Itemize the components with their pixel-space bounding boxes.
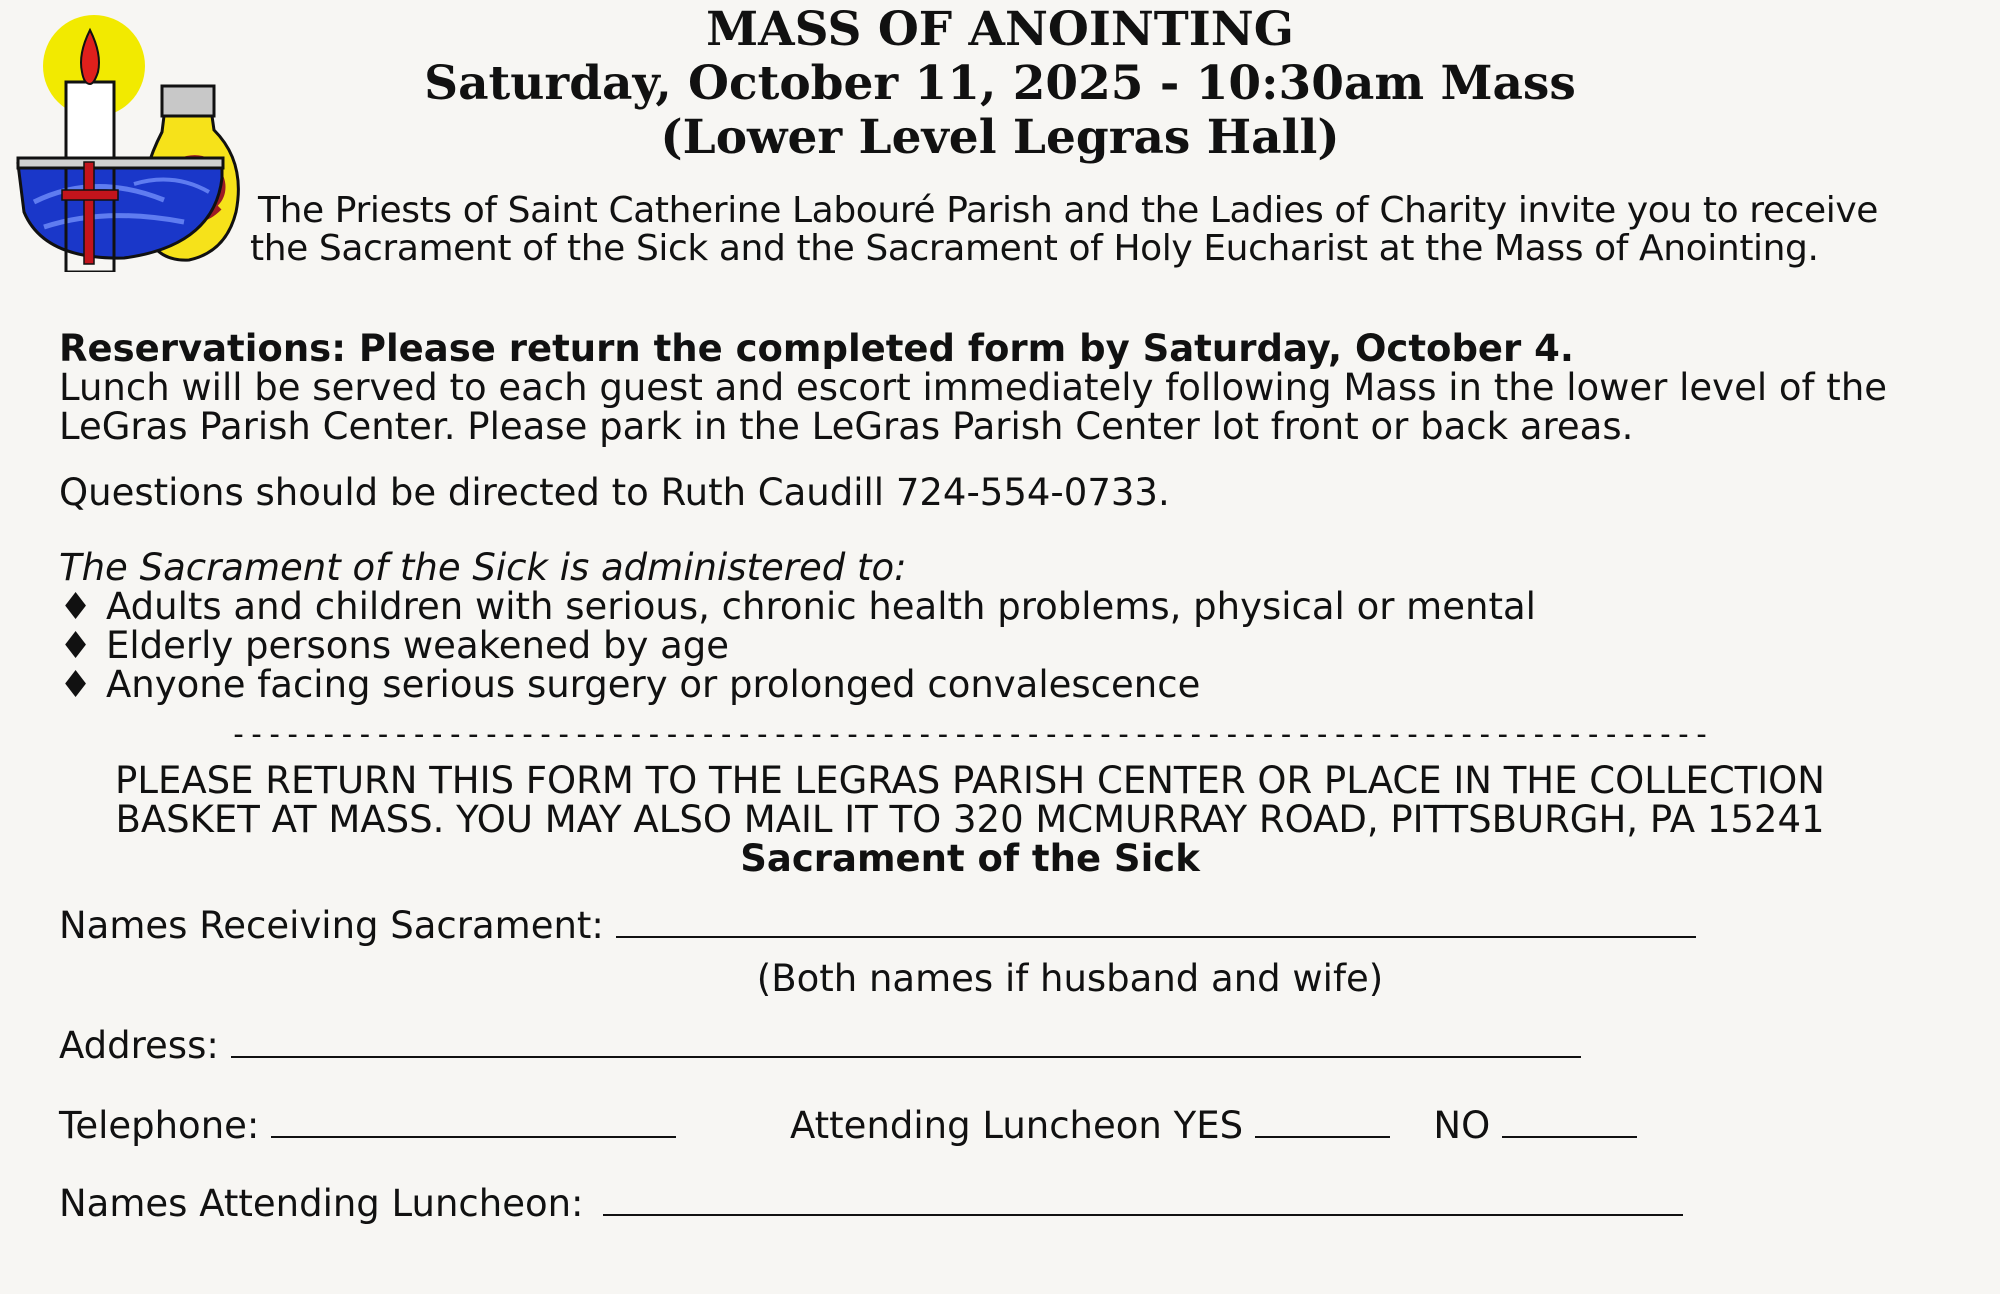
intro-line-2: the Sacrament of the Sick and the Sacrament of Holy Eucharist at the Mass of Anointing. [250,228,1819,269]
diamond-bullet-icon: ♦ [59,624,93,667]
names-receiving-row [59,902,1696,947]
address-label: Address: [59,1024,219,1067]
list-item [59,587,1536,627]
reservations-heading: Reservations: Please return the completed form by Saturday, October 4. [59,327,1574,370]
reservations-line-1: Lunch will be served to each guest and escort immediately following Mass in the lower level of the [59,366,1888,409]
names-attending-luncheon-row [59,1180,1683,1225]
names-note: (Both names if husband and wife) [756,957,1384,1000]
list-item [59,626,729,666]
list-item-text: Anyone facing serious surgery or prolonged convalescence [106,663,1201,706]
names-attending-luncheon-field[interactable] [603,1180,1683,1216]
telephone-row [59,1102,676,1147]
attending-luncheon-row [790,1102,1637,1147]
sacrament-heading: The Sacrament of the Sick is administered to: [59,546,907,589]
event-date-line: Saturday, October 11, 2025 - 10:30am Mass [424,56,1576,111]
names-attending-luncheon-label: Names Attending Luncheon: [59,1182,584,1225]
address-row [59,1022,1581,1067]
reservations-line-2: LeGras Parish Center. Please park in the LeGras Parish Center lot front or back areas. [59,405,1634,448]
attending-no-field[interactable] [1502,1102,1637,1138]
diamond-bullet-icon: ♦ [59,663,93,706]
address-field[interactable] [231,1022,1581,1058]
attending-yes-field[interactable] [1255,1102,1390,1138]
list-item [59,665,1200,705]
names-receiving-field[interactable] [616,902,1696,938]
list-item-text: Elderly persons weakened by age [106,624,730,667]
attending-no-label: NO [1433,1104,1491,1147]
return-instructions-line-2: BASKET AT MASS. YOU MAY ALSO MAIL IT TO 320 MCMURRAY ROAD, PITTSBURGH, PA 15241 [115,798,1825,841]
questions-contact: Questions should be directed to Ruth Caudill 724-554-0733. [59,471,1170,514]
intro-line-1: The Priests of Saint Catherine Labouré Parish and the Ladies of Charity invite you to receive [258,190,1878,231]
diamond-bullet-icon: ♦ [59,585,93,628]
return-instructions-line-1: PLEASE RETURN THIS FORM TO THE LEGRAS PARISH CENTER OR PLACE IN THE COLLECTION [115,759,1825,802]
attending-yes-label: Attending Luncheon YES [790,1104,1244,1147]
page-title: MASS OF ANOINTING [706,2,1294,57]
telephone-label: Telephone: [59,1104,260,1147]
form-title: Sacrament of the Sick [740,837,1200,880]
cut-line-divider: ---------------------------------------------------------------------------------- [229,717,1711,752]
telephone-field[interactable] [271,1102,676,1138]
event-location: (Lower Level Legras Hall) [660,110,1340,165]
list-item-text: Adults and children with serious, chronic health problems, physical or mental [106,585,1536,628]
names-receiving-label: Names Receiving Sacrament: [59,904,604,947]
